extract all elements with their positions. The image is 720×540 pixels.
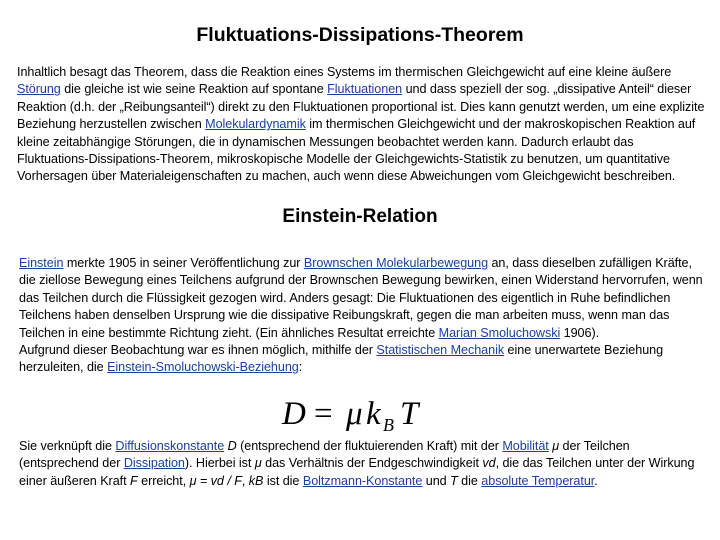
relation-text: Sie verknüpft die xyxy=(19,439,116,453)
formula-k: k xyxy=(366,396,381,432)
formula-D: D xyxy=(282,396,306,432)
page-title: Fluktuations-Dissipations-Theorem xyxy=(196,24,524,46)
symbol-kb: kB xyxy=(248,473,264,488)
intro-text: und dass speziell der sog. „dissipative Anteil“ dieser Reaktion (d.h. der „Reibungsanteil“) direkt zu den Fluktuationen proportional ist. Dies kann genutzt werden, um eine explizite Beziehung herzustellen zwischen xyxy=(17,82,705,132)
relation-text: , die das Teilchen unter der Wirkung einer äußeren Kraft xyxy=(19,456,695,488)
formula-subscript-B: B xyxy=(383,415,394,434)
link-marian-smoluchowski[interactable]: Marian Smoluchowski xyxy=(438,325,561,340)
formula-equals: = xyxy=(314,396,333,432)
symbol-t: T xyxy=(450,473,458,488)
einstein-text: merkte 1905 in seiner Veröffentlichung zur xyxy=(63,256,304,270)
relation-text: das Verhältnis der Endgeschwindigkeit xyxy=(261,456,483,471)
link-fluktuationen[interactable]: Fluktuationen xyxy=(327,82,403,97)
einstein-formula xyxy=(280,394,430,434)
relation-text: und xyxy=(422,473,451,488)
link-molekulardynamik[interactable]: Molekulardynamik xyxy=(205,117,306,132)
relation-paragraph xyxy=(19,438,707,490)
relation-text: . xyxy=(594,473,598,488)
intro-paragraph xyxy=(17,64,707,186)
intro-text: die gleiche ist wie seine Reaktion auf spontane xyxy=(60,82,328,97)
einstein-text: eine unerwartete Beziehung herzuleiten, die xyxy=(19,343,664,375)
formula-T: T xyxy=(400,396,419,432)
link-dissipation[interactable]: Dissipation xyxy=(123,456,185,471)
einstein-text: : xyxy=(298,360,303,375)
mobility-formula: μ = vd / F xyxy=(189,473,242,488)
intro-text: im thermischen Gleichgewicht und der makroskopischen Reaktion auf kleine zeitabhängige Störungen, die in dynamischen Messungen beobachtet werden kann. Dadurch erlaubt das Fluktuations-Dissipations-Theorem, mikroskopische Modelle der Gleichgewichts-Statistik zu benutzen, um quantitative Vorhersagen über Materialeigenschaften zu machen, auch wenn diese Abweichungen vom Gleichgewicht beschreiben. xyxy=(17,117,696,184)
formula-mu: μ xyxy=(346,396,363,432)
symbol-d: D xyxy=(227,439,237,453)
link-diffusionskonstante[interactable]: Diffusionskonstante xyxy=(115,439,225,453)
link-einstein-smoluchowski-beziehung[interactable]: Einstein-Smoluchowski-Beziehung xyxy=(107,360,299,375)
relation-text: die xyxy=(457,473,482,488)
link-mobilitaet[interactable]: Mobilität xyxy=(502,439,549,453)
relation-text: erreicht, xyxy=(137,473,190,488)
relation-text: ). Hierbei ist xyxy=(184,456,255,471)
einstein-paragraph xyxy=(19,255,707,377)
relation-text: der Teilchen (entsprechend der xyxy=(19,439,630,471)
einstein-text: Aufgrund dieser Beobachtung war es ihnen möglich, mithilfe der xyxy=(19,343,377,358)
link-statistische-mechanik[interactable]: Statistischen Mechanik xyxy=(376,343,505,358)
symbol-mu: μ xyxy=(552,439,560,453)
symbol-f: F xyxy=(130,473,138,488)
einstein-text: an, dass dieselben zufälligen Kräfte, die ziellose Bewegung eines Teilchens aufgrund der Brownschen Bewegung bewirken, einen Widerstand hervorrufen, wenn das Teilchen durch die Flüssigkeit gezogen wird. Anders gesagt: Die Fluktuationen des eigentlich in Ruhe befindlichen Teilchens haben denselben Ursprung wie die dissipative Reibungskraft, gegen die man arbeiten muss, wenn man das Teilchen in eine bestimmte Richtung zieht. (Ein ähnliches Resultat erreichte xyxy=(19,256,703,340)
link-absolute-temperatur[interactable]: absolute Temperatur xyxy=(481,473,595,488)
einstein-text: 1906). xyxy=(560,325,600,340)
link-boltzmann-konstante[interactable]: Boltzmann-Konstante xyxy=(302,473,423,488)
relation-text: , xyxy=(241,473,249,488)
link-einstein[interactable]: Einstein xyxy=(19,256,64,270)
symbol-mu: μ xyxy=(254,456,262,471)
relation-text: (entsprechend der fluktuierenden Kraft) mit der xyxy=(236,439,503,453)
intro-text: Inhaltlich besagt das Theorem, dass die Reaktion eines Systems im thermischen Gleichgewicht auf eine kleine äußere xyxy=(17,65,672,79)
symbol-vd: vd xyxy=(482,456,496,471)
section-heading: Einstein-Relation xyxy=(282,206,438,227)
relation-text: ist die xyxy=(263,473,303,488)
link-brownsche-molekularbewegung[interactable]: Brownschen Molekularbewegung xyxy=(303,256,489,270)
link-stoerung[interactable]: Störung xyxy=(17,82,61,97)
